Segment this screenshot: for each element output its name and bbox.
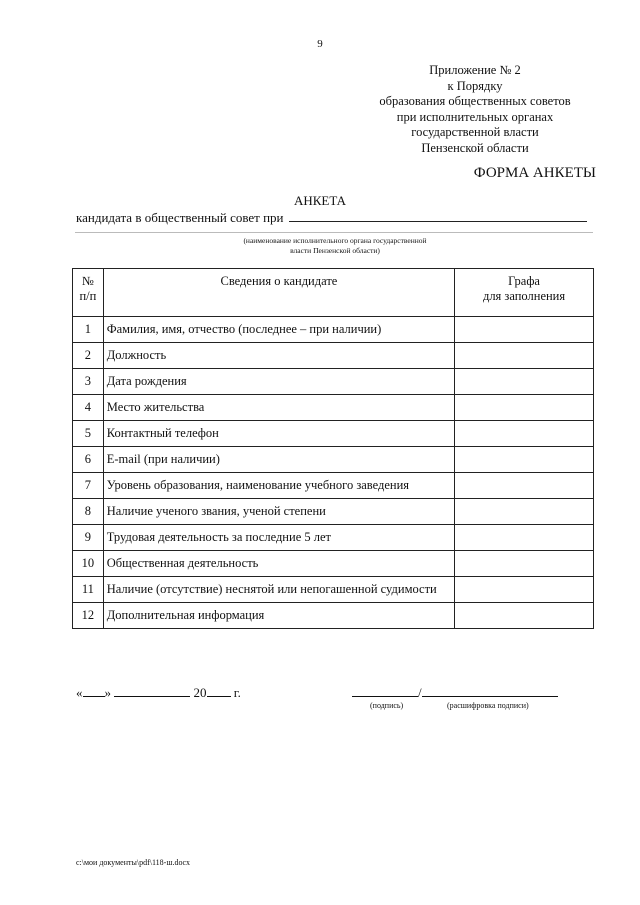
table-row <box>73 317 594 343</box>
row-num: 7 <box>73 473 104 499</box>
header-num <box>73 269 104 317</box>
row-num: 11 <box>73 577 104 603</box>
signature-separator: / <box>418 685 422 700</box>
table-row <box>73 499 594 525</box>
header-fill-line: для заполнения <box>482 289 566 303</box>
row-fill-cell[interactable] <box>455 603 594 629</box>
header-num-line: п/п <box>79 289 97 303</box>
footer-file-path: c:\мои документы\pdf\118-ш.docx <box>76 858 191 867</box>
candidate-label: кандидата в общественный совет при <box>76 210 284 225</box>
row-num: 5 <box>73 421 104 447</box>
row-num: 12 <box>73 603 104 629</box>
appendix-line: образования общественных советов <box>379 94 571 108</box>
row-info: Должность <box>103 343 454 369</box>
row-fill-cell[interactable] <box>455 551 594 577</box>
row-num: 4 <box>73 395 104 421</box>
header-info: Сведения о кандидате <box>103 269 454 317</box>
row-num: 9 <box>73 525 104 551</box>
signature-decode-label: (расшифровка подписи) <box>447 701 529 710</box>
row-info: Уровень образования, наименование учебного заведения <box>103 473 454 499</box>
row-num: 3 <box>73 369 104 395</box>
open-quote: « <box>76 685 83 700</box>
table-row <box>73 447 594 473</box>
row-info: E-mail (при наличии) <box>103 447 454 473</box>
row-num: 1 <box>73 317 104 343</box>
signature-fill-line[interactable] <box>352 684 418 697</box>
date-line <box>76 684 241 701</box>
table-row <box>73 551 594 577</box>
org-note-line: власти Пензенской области) <box>290 246 380 255</box>
row-fill-cell[interactable] <box>455 447 594 473</box>
row-fill-cell[interactable] <box>455 421 594 447</box>
row-fill-cell[interactable] <box>455 499 594 525</box>
appendix-line: Пензенской области <box>421 140 529 155</box>
day-fill-line[interactable] <box>83 684 105 697</box>
row-info: Контактный телефон <box>103 421 454 447</box>
divider <box>75 232 593 233</box>
organization-fill-line[interactable] <box>289 221 587 222</box>
row-num: 8 <box>73 499 104 525</box>
row-info: Наличие (отсутствие) неснятой или непогашенной судимости <box>103 577 454 603</box>
table-header-row <box>73 269 594 317</box>
table-row <box>73 395 594 421</box>
appendix-line: государственной власти <box>411 125 539 139</box>
signature-label: (подпись) <box>370 701 404 710</box>
table-row <box>73 603 594 629</box>
row-info: Дополнительная информация <box>103 603 454 629</box>
close-quote: » <box>104 685 111 700</box>
appendix-block <box>330 63 620 156</box>
row-num: 6 <box>73 447 104 473</box>
header-fill-line: Графа <box>508 274 540 288</box>
row-info: Общественная деятельность <box>103 551 454 577</box>
appendix-line: к Порядку <box>447 78 503 93</box>
month-fill-line[interactable] <box>114 684 190 697</box>
organization-note <box>0 236 640 256</box>
form-title: ФОРМА АНКЕТЫ <box>473 165 596 181</box>
row-fill-cell[interactable] <box>455 525 594 551</box>
row-fill-cell[interactable] <box>455 343 594 369</box>
row-num: 2 <box>73 343 104 369</box>
year-fill-line[interactable] <box>207 684 231 697</box>
header-fill <box>455 269 594 317</box>
appendix-line: при исполнительных органах <box>396 109 554 124</box>
row-fill-cell[interactable] <box>455 369 594 395</box>
header-num-line: № <box>81 274 94 288</box>
row-fill-cell[interactable] <box>455 395 594 421</box>
row-info: Трудовая деятельность за последние 5 лет <box>103 525 454 551</box>
signature-decode-fill-line[interactable] <box>422 684 558 697</box>
org-note-line: (наименование исполнительного органа государственной <box>243 236 427 245</box>
row-info: Наличие ученого звания, ученой степени <box>103 499 454 525</box>
table-row <box>73 525 594 551</box>
year-prefix: 20 <box>193 685 207 700</box>
anketa-title: АНКЕТА <box>293 193 347 208</box>
row-info: Фамилия, имя, отчество (последнее – при наличии) <box>103 317 454 343</box>
table-row <box>73 343 594 369</box>
row-info: Дата рождения <box>103 369 454 395</box>
page-number: 9 <box>317 38 323 50</box>
row-info: Место жительства <box>103 395 454 421</box>
table-row <box>73 369 594 395</box>
row-fill-cell[interactable] <box>455 317 594 343</box>
table-row <box>73 421 594 447</box>
row-num: 10 <box>73 551 104 577</box>
table-row <box>73 473 594 499</box>
row-fill-cell[interactable] <box>455 473 594 499</box>
signature-line <box>352 684 558 701</box>
candidate-info-table <box>72 268 594 629</box>
year-suffix: г. <box>233 685 241 700</box>
row-fill-cell[interactable] <box>455 577 594 603</box>
appendix-line: Приложение № 2 <box>429 63 521 77</box>
table-row <box>73 577 594 603</box>
